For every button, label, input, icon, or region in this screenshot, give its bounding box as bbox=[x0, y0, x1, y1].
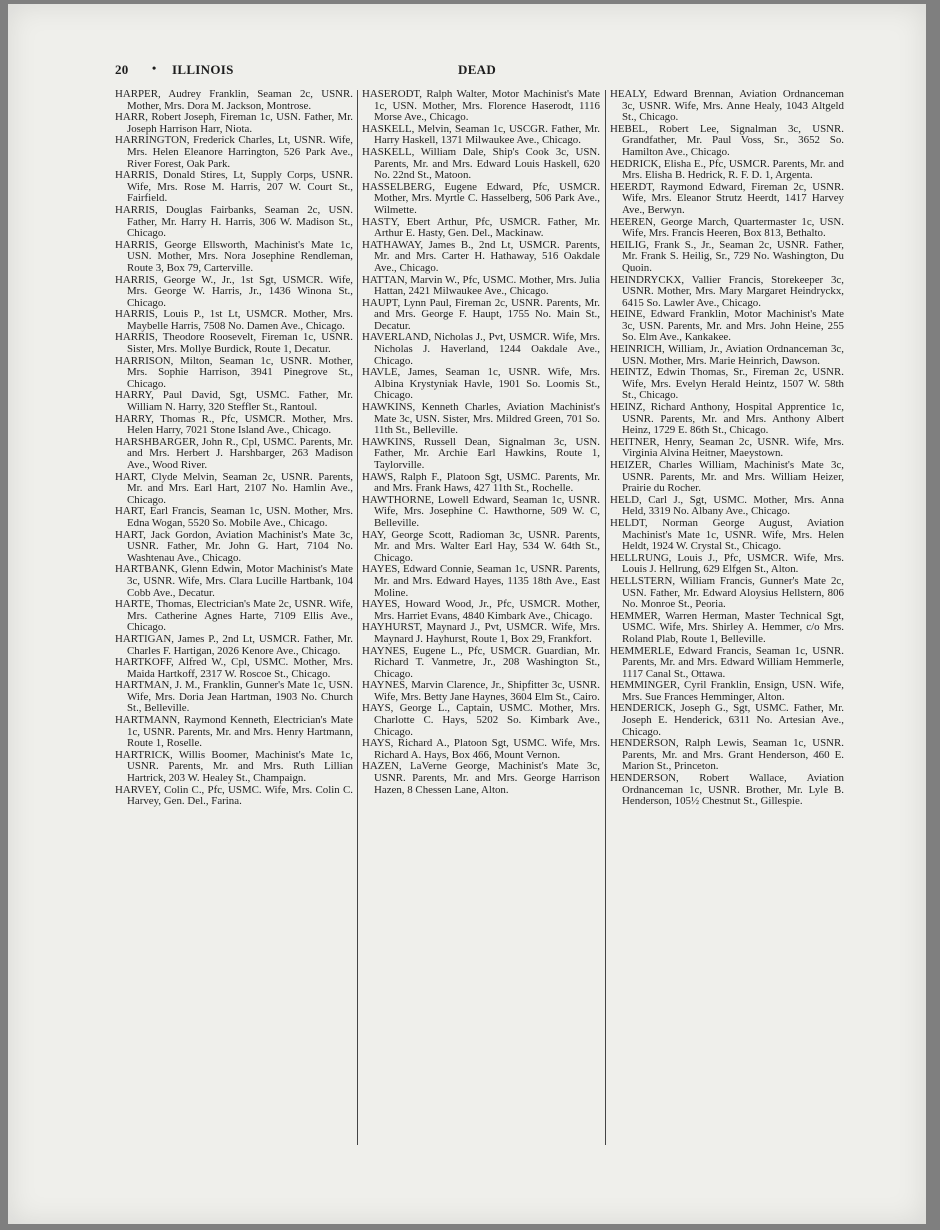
casualty-entry: HAVLE, James, Seaman 1c, USNR. Wife, Mrs. Albina Krystyniak Havle, 1901 So. Loomis St., Chicago. bbox=[362, 366, 600, 402]
casualty-entry: HENDERICK, Joseph G., Sgt, USMC. Father, Mr. Joseph E. Henderick, 6311 No. Artesian Ave., Chicago. bbox=[610, 702, 844, 738]
casualty-entry: HEMMERLE, Edward Francis, Seaman 1c, USNR. Parents, Mr. and Mrs. Edward William Hemmerle, 1117 Canal St., Ottawa. bbox=[610, 644, 844, 680]
casualty-entry: HARRIS, Donald Stires, Lt, Supply Corps, USNR. Wife, Mrs. Rose M. Harris, 207 W. Court St., Fairfield. bbox=[115, 169, 353, 205]
casualty-entry: HEINE, Edward Franklin, Motor Machinist's Mate 3c, USN. Parents, Mr. and Mrs. John Heine, 255 So. Elm Ave., Kankakee. bbox=[610, 308, 844, 344]
casualty-entry: HARRIS, George Ellsworth, Machinist's Mate 1c, USN. Mother, Mrs. Nora Josephine Rendleman, Route 3, Box 79, Carterville. bbox=[115, 238, 353, 274]
casualty-entry: HEMMER, Warren Herman, Master Technical Sgt, USMC. Wife, Mrs. Shirley A. Hemmer, c/o Mrs. Roland Plab, Route 1, Belleville. bbox=[610, 609, 844, 645]
casualty-entry: HARSHBARGER, John R., Cpl, USMC. Parents, Mr. and Mrs. Herbert J. Harshbarger, 263 Madison Ave., Wood River. bbox=[115, 435, 353, 471]
column-3 bbox=[610, 89, 844, 1149]
casualty-entry: HAY, George Scott, Radioman 3c, USNR. Parents, Mr. and Mrs. Walter Earl Hay, 534 W. 64th St., Chicago. bbox=[362, 528, 600, 564]
state-name: ILLINOIS bbox=[172, 62, 234, 77]
casualty-entry: HASERODT, Ralph Walter, Motor Machinist's Mate 1c, USN. Mother, Mrs. Florence Haserodt, 1116 Morse Ave., Chicago. bbox=[362, 89, 600, 124]
casualty-entry: HAYNES, Marvin Clarence, Jr., Shipfitter 3c, USNR. Wife, Mrs. Betty Jane Haynes, 3604 Elm St., Cairo. bbox=[362, 679, 600, 703]
casualty-entry: HARRINGTON, Frederick Charles, Lt, USNR. Wife, Mrs. Helen Eleanore Harrington, 526 Park Ave., River Forest, Oak Park. bbox=[115, 134, 353, 170]
casualty-entry: HEINDRYCKX, Vallier Francis, Storekeeper 3c, USNR. Mother, Mrs. Mary Margaret Heindryckx, 6415 So. Lawler Ave., Chicago. bbox=[610, 273, 844, 309]
casualty-entry: HARTMAN, J. M., Franklin, Gunner's Mate 1c, USN. Wife, Mrs. Doria Jean Hartman, 1903 No. Church St., Belleville. bbox=[115, 679, 353, 715]
casualty-entry: HASSELBERG, Eugene Edward, Pfc, USMCR. Mother, Mrs. Myrtle C. Hasselberg, 506 Park Ave., Wilmette. bbox=[362, 180, 600, 216]
casualty-entry: HARRY, Thomas R., Pfc, USMCR. Mother, Mrs. Helen Harry, 7021 Stone Island Ave., Chicago. bbox=[115, 412, 353, 437]
casualty-entry: HEERDT, Raymond Edward, Fireman 2c, USNR. Wife, Mrs. Eleanor Strutz Heerdt, 1417 Harvey Ave., Berwyn. bbox=[610, 180, 844, 216]
casualty-entry: HARRIS, Douglas Fairbanks, Seaman 2c, USN. Father, Mr. Harry H. Harris, 306 W. Madison St., Chicago. bbox=[115, 203, 353, 240]
casualty-entry: HAWKINS, Russell Dean, Signalman 3c, USN. Father, Mr. Archie Earl Hawkins, Route 1, Taylorville. bbox=[362, 435, 600, 471]
casualty-entry: HASTY, Ebert Arthur, Pfc, USMCR. Father, Mr. Arthur E. Hasty, Gen. Del., Mackinaw. bbox=[362, 215, 600, 240]
casualty-entry: HAZEN, LaVerne George, Machinist's Mate 3c, USNR. Parents, Mr. and Mrs. George Harrison Hazen, 8 Chessen Lane, Alton. bbox=[362, 760, 600, 796]
casualty-entry: HART, Earl Francis, Seaman 1c, USN. Mother, Mrs. Edna Wogan, 5520 So. Mobile Ave., Chicago. bbox=[115, 505, 353, 529]
casualty-entry: HAYES, Edward Connie, Seaman 1c, USNR. Parents, Mr. and Mrs. Edward Hayes, 1135 18th Ave., East Moline. bbox=[362, 563, 600, 599]
casualty-entry: HEEREN, George March, Quartermaster 1c, USN. Wife, Mrs. Francis Heeren, Box 813, Bethalto. bbox=[610, 215, 844, 240]
casualty-entry: HAVERLAND, Nicholas J., Pvt, USMCR. Wife, Mrs. Nicholas J. Haverland, 1244 Oakdale Ave., Chicago. bbox=[362, 331, 600, 367]
casualty-entry: HEINZ, Richard Anthony, Hospital Apprentice 1c, USNR. Parents, Mr. and Mrs. Anthony Albert Heinz, 1729 E. 86th St., Chicago. bbox=[610, 401, 844, 437]
casualty-entry: HATHAWAY, James B., 2nd Lt, USMCR. Parents, Mr. and Mrs. Carter H. Hathaway, 516 Oakdale Ave., Chicago. bbox=[362, 238, 600, 274]
casualty-entry: HAYS, Richard A., Platoon Sgt, USMC. Wife, Mrs. Richard A. Hays, Box 466, Mount Vernon. bbox=[362, 737, 600, 761]
casualty-entry: HARTE, Thomas, Electrician's Mate 2c, USNR. Wife, Mrs. Catherine Agnes Harte, 7109 Ellis Ave., Chicago. bbox=[115, 598, 353, 634]
casualty-entry: HAYHURST, Maynard J., Pvt, USMCR. Wife, Mrs. Maynard J. Hayhurst, Route 1, Box 29, Frankfort. bbox=[362, 621, 600, 645]
casualty-entry: HENDERSON, Robert Wallace, Aviation Ordnanceman 1c, USNR. Brother, Mr. Lyle B. Henderson, 105½ Chestnut St., Gillespie. bbox=[610, 772, 844, 808]
casualty-entry: HARR, Robert Joseph, Fireman 1c, USN. Father, Mr. Joseph Harrison Harr, Niota. bbox=[115, 111, 353, 135]
column-1 bbox=[115, 89, 353, 1149]
casualty-entry: HARPER, Audrey Franklin, Seaman 2c, USNR. Mother, Mrs. Dora M. Jackson, Montrose. bbox=[115, 89, 353, 112]
casualty-entry: HARTKOFF, Alfred W., Cpl, USMC. Mother, Mrs. Maida Hartkoff, 2317 W. Roscoe St., Chicago. bbox=[115, 656, 353, 680]
casualty-entry: HEMMINGER, Cyril Franklin, Ensign, USN. Wife, Mrs. Sue Frances Hemminger, Alton. bbox=[610, 679, 844, 703]
casualty-entry: HAYES, Howard Wood, Jr., Pfc, USMCR. Mother, Mrs. Harriet Evans, 4840 Kimbark Ave., Chicago. bbox=[362, 598, 600, 622]
casualty-entry: HART, Jack Gordon, Aviation Machinist's Mate 3c, USNR. Father, Mr. John G. Hart, 7104 No. Washtenau Ave., Chicago. bbox=[115, 528, 353, 564]
column-2 bbox=[362, 89, 600, 1149]
casualty-entry: HAYS, George L., Captain, USMC. Mother, Mrs. Charlotte C. Hays, 5202 So. Kimbark Ave., Chicago. bbox=[362, 702, 600, 738]
column-rule bbox=[605, 90, 606, 1145]
casualty-entry: HELLRUNG, Louis J., Pfc, USMCR. Wife, Mrs. Louis J. Hellrung, 629 Elfgen St., Alton. bbox=[610, 551, 844, 576]
casualty-entry: HARTBANK, Glenn Edwin, Motor Machinist's Mate 3c, USNR. Wife, Mrs. Clara Lucille Hartbank, 104 Cobb Ave., Decatur. bbox=[115, 563, 353, 599]
casualty-entry: HARTMANN, Raymond Kenneth, Electrician's Mate 1c, USNR. Parents, Mr. and Mrs. Henry Hartmann, Route 1, Roselle. bbox=[115, 714, 353, 750]
casualty-entry: HEINTZ, Edwin Thomas, Sr., Fireman 2c, USNR. Wife, Mrs. Evelyn Herald Heintz, 1507 W. 58th St., Chicago. bbox=[610, 366, 844, 402]
casualty-entry: HEILIG, Frank S., Jr., Seaman 2c, USNR. Father, Mr. Frank S. Heilig, Sr., 729 No. Washington, Du Quoin. bbox=[610, 238, 844, 274]
casualty-entry: HEALY, Edward Brennan, Aviation Ordnanceman 3c, USNR. Wife, Mrs. Anne Healy, 1043 Altgeld St., Chicago. bbox=[610, 89, 844, 124]
casualty-entry: HAYNES, Eugene L., Pfc, USMCR. Guardian, Mr. Richard T. Vanmetre, Jr., 208 Washington St., Chicago. bbox=[362, 644, 600, 680]
casualty-entry: HEDRICK, Elisha E., Pfc, USMCR. Parents, Mr. and Mrs. Elisha B. Hedrick, R. F. D. 1, Argenta. bbox=[610, 157, 844, 182]
casualty-entry: HARRISON, Milton, Seaman 1c, USNR. Mother, Mrs. Sophie Harrison, 3941 Pinegrove St., Chicago. bbox=[115, 354, 353, 390]
casualty-entry: HENDERSON, Ralph Lewis, Seaman 1c, USNR. Parents, Mr. and Mrs. Grant Henderson, 460 E. Marion St., Princeton. bbox=[610, 737, 844, 773]
casualty-entry: HELDT, Norman George August, Aviation Machinist's Mate 1c, USNR. Wife, Mrs. Helen Heldt, 1924 W. Crystal St., Chicago. bbox=[610, 516, 844, 553]
page-number: 20 bbox=[115, 62, 129, 77]
casualty-entry: HELLSTERN, William Francis, Gunner's Mate 2c, USN. Father, Mr. Edward Aloysius Hellstern, 806 No. Monroe St., Peoria. bbox=[610, 574, 844, 611]
casualty-entry: HASKELL, William Dale, Ship's Cook 3c, USN. Parents, Mr. and Mrs. Edward Louis Haskell, 620 No. 22nd St., Matoon. bbox=[362, 145, 600, 182]
casualty-entry: HARTIGAN, James P., 2nd Lt, USMCR. Father, Mr. Charles F. Hartigan, 2026 Kenore Ave., Chicago. bbox=[115, 632, 353, 657]
casualty-entry: HARRIS, George W., Jr., 1st Sgt, USMCR. Wife, Mrs. George W. Harris, Jr., 1436 Winona St., Chicago. bbox=[115, 273, 353, 309]
casualty-entry: HAWKINS, Kenneth Charles, Aviation Machinist's Mate 3c, USN. Sister, Mrs. Mildred Green, 701 So. 11th St., Belleville. bbox=[362, 401, 600, 437]
casualty-entry: HATTAN, Marvin W., Pfc, USMC. Mother, Mrs. Julia Hattan, 2421 Milwaukee Ave., Chicago. bbox=[362, 273, 600, 298]
casualty-entry: HEBEL, Robert Lee, Signalman 3c, USNR. Grandfather, Mr. Paul Voss, Sr., 3652 So. Hamilton Ave., Chicago. bbox=[610, 122, 844, 158]
page-header bbox=[115, 62, 845, 82]
casualty-entry: HARRY, Paul David, Sgt, USMC. Father, Mr. William N. Harry, 320 Steffler St., Rantoul. bbox=[115, 389, 353, 414]
casualty-entry: HEITNER, Henry, Seaman 2c, USNR. Wife, Mrs. Virginia Alvina Heitner, Maeystown. bbox=[610, 435, 844, 460]
casualty-entry: HARVEY, Colin C., Pfc, USMC. Wife, Mrs. Colin C. Harvey, Gen. Del., Farina. bbox=[115, 783, 353, 808]
casualty-entry: HAUPT, Lynn Paul, Fireman 2c, USNR. Parents, Mr. and Mrs. George F. Haupt, 1755 No. Main St., Decatur. bbox=[362, 296, 600, 332]
section-title: DEAD bbox=[458, 62, 497, 77]
casualty-entry: HARRIS, Louis P., 1st Lt, USMCR. Mother, Mrs. Maybelle Harris, 7508 No. Damen Ave., Chicago. bbox=[115, 308, 353, 332]
casualty-entry: HASKELL, Melvin, Seaman 1c, USCGR. Father, Mr. Harry Haskell, 1371 Milwaukee Ave., Chicago. bbox=[362, 122, 600, 147]
casualty-entry: HELD, Carl J., Sgt, USMC. Mother, Mrs. Anna Held, 3319 No. Albany Ave., Chicago. bbox=[610, 493, 844, 518]
column-rule bbox=[357, 90, 358, 1145]
casualty-entry: HART, Clyde Melvin, Seaman 2c, USNR. Parents, Mr. and Mrs. Earl Hart, 2107 No. Hamlin Ave., Chicago. bbox=[115, 470, 353, 506]
casualty-entry: HARRIS, Theodore Roosevelt, Fireman 1c, USNR. Sister, Mrs. Mollye Burdick, Route 1, Decatur. bbox=[115, 331, 353, 356]
casualty-entry: HARTRICK, Willis Boomer, Machinist's Mate 1c, USNR. Parents, Mr. and Mrs. Ruth Lillian Hartrick, 203 W. Healey St., Champaign. bbox=[115, 748, 353, 785]
casualty-entry: HAWS, Ralph F., Platoon Sgt, USMC. Parents, Mr. and Mrs. Frank Haws, 427 11th St., Rochelle. bbox=[362, 470, 600, 495]
casualty-entry: HAWTHORNE, Lowell Edward, Seaman 1c, USNR. Wife, Mrs. Josephine C. Hawthorne, 509 W. C, Belleville. bbox=[362, 493, 600, 529]
header-bullet: • bbox=[152, 61, 157, 75]
casualty-entry: HEIZER, Charles William, Machinist's Mate 3c, USNR. Parents, Mr. and Mrs. William Heizer, Prairie du Rocher. bbox=[610, 459, 844, 495]
casualty-entry: HEINRICH, William, Jr., Aviation Ordnanceman 3c, USN. Mother, Mrs. Marie Heinrich, Dawson. bbox=[610, 343, 844, 367]
